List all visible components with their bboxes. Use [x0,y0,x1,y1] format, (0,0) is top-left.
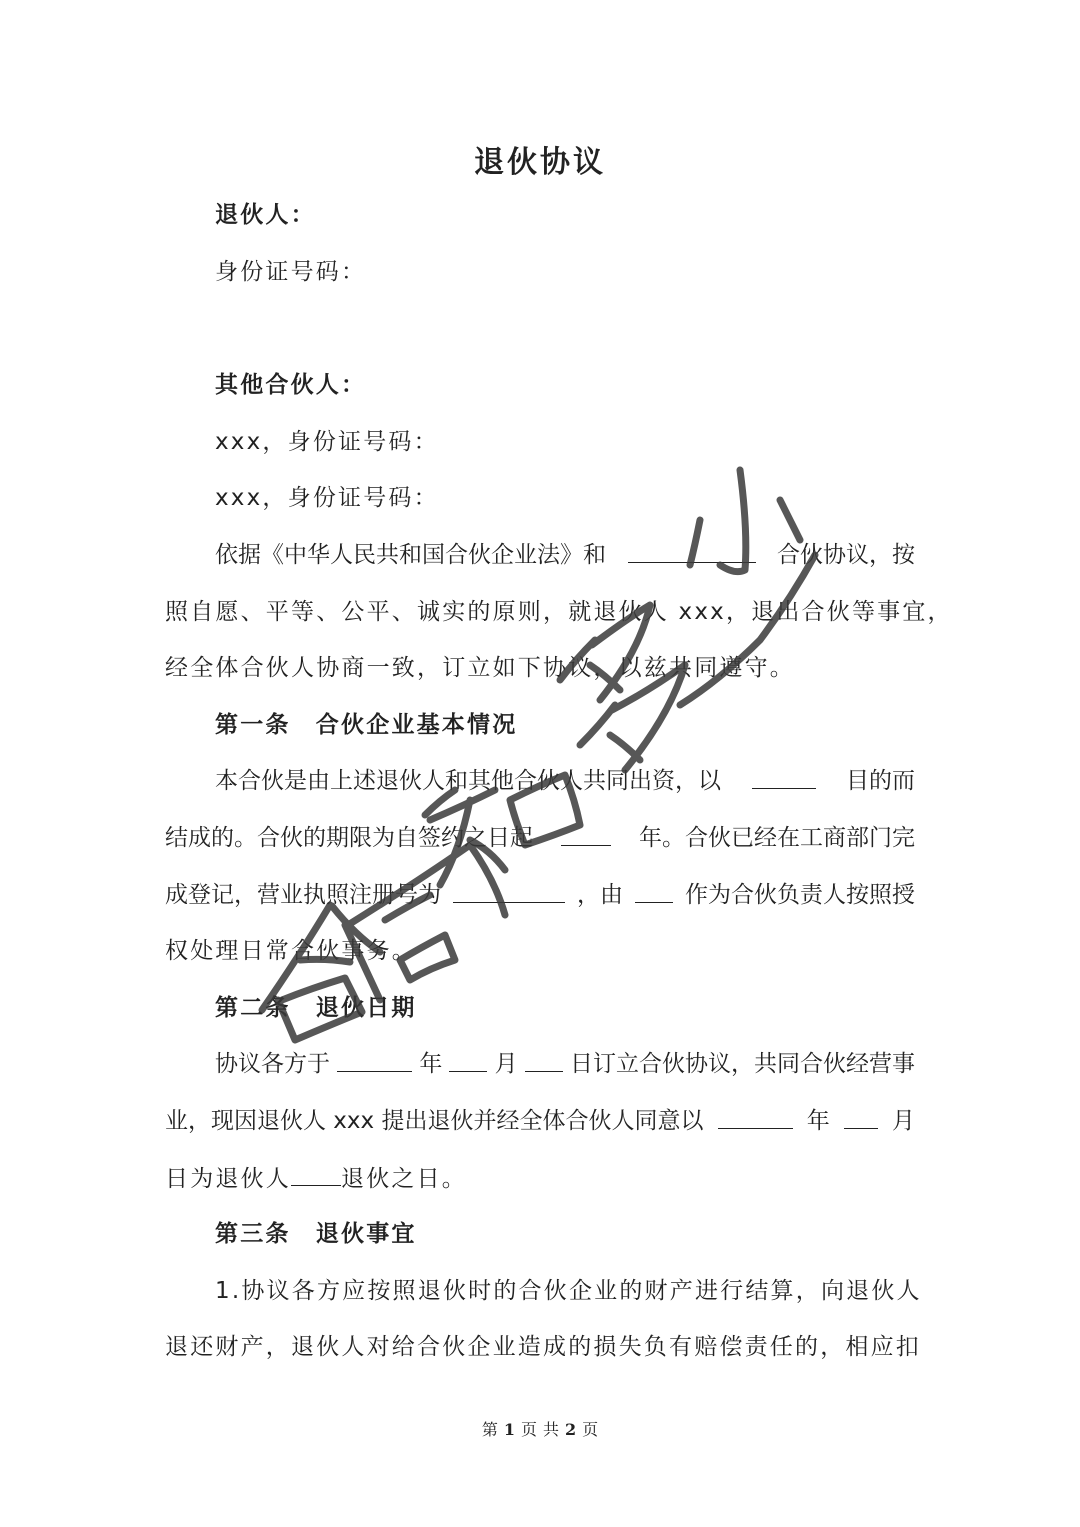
article-1-line-4: 权处理日常合伙事务。 [165,938,417,964]
preamble-line-2: 照自愿、平等、公平、诚实的原则，就退伙人 xxx，退出合伙等事宜， [165,599,953,625]
other-partner-2: xxx，身份证号码： [215,485,439,511]
article-3-heading: 第三条 退伙事宜 [215,1221,417,1247]
registration-number-blank [453,880,565,903]
article-2-text: 年 [419,1051,443,1077]
article-2-text: 退伙之日。 [341,1166,467,1192]
article-1-heading: 第一条 合伙企业基本情况 [215,712,518,738]
article-1-text: 结成的。合伙的期限为自签约之日起 [165,825,533,851]
preamble-text-b: 合伙协议，按 [777,542,915,568]
exit-partner-blank [291,1163,341,1186]
signing-day-blank [525,1049,563,1072]
article-2-text: 月 [891,1108,915,1134]
article-3-line-1: 1.协议各方应按照退伙时的合伙企业的财产进行结算，向退伙人 [215,1278,922,1304]
footer-text: 页 [520,1420,537,1439]
purpose-blank [752,766,816,789]
preamble-text-a: 依据《中华人民共和国合伙企业法》和 [215,542,606,568]
preamble-line-3: 经全体合伙人协商一致，订立如下协议，以兹共同遵守。 [165,655,795,681]
signing-year-blank [337,1049,412,1072]
article-2-text: 日订立合伙协议，共同合伙经营事 [569,1051,915,1077]
article-1-line-2 [165,823,915,853]
article-1-text: ，由 [577,882,623,908]
exit-month-blank [844,1106,878,1129]
article-2-line-1 [215,1049,915,1079]
article-1-text: 目的而 [846,768,915,794]
document-title: 退伙协议 [474,145,606,180]
article-2-text: 业，现因退伙人 xxx 提出退伙并经全体合伙人同意以 [165,1108,704,1134]
term-years-blank [561,823,611,846]
article-2-text: 年 [806,1108,830,1134]
article-1-line-3 [165,880,915,910]
total-page-number: 2 [565,1420,577,1439]
article-3-line-2: 退还财产，退伙人对给合伙企业造成的损失负有赔偿责任的，相应扣 [165,1334,921,1360]
responsible-person-blank [635,880,673,903]
article-2-line-2 [165,1106,915,1136]
agreement-name-blank [628,540,756,563]
article-1-text: 成登记，营业执照注册号为 [165,882,441,908]
page-footer [0,1417,1080,1440]
article-2-heading: 第二条 退伙日期 [215,995,417,1021]
other-partners-label: 其他合伙人： [215,372,367,398]
current-page-number: 1 [503,1420,515,1439]
retiring-id-label: 身份证号码： [215,259,367,285]
article-2-text: 月 [494,1051,518,1077]
preamble-line-1 [215,540,915,570]
footer-text: 第 [481,1420,498,1439]
article-1-line-1 [215,766,915,796]
article-1-text: 年。合伙已经在工商部门完 [639,825,915,851]
article-2-text: 协议各方于 [215,1051,330,1077]
footer-text: 页 [582,1420,599,1439]
article-2-text: 日为退伙人 [165,1166,291,1192]
footer-text: 共 [543,1420,560,1439]
other-partner-1: xxx，身份证号码： [215,429,439,455]
article-2-line-3 [165,1163,915,1194]
article-1-text: 本合伙是由上述退伙人和其他合伙人共同出资，以 [215,768,721,794]
article-1-text: 作为合伙负责人按照授 [685,882,915,908]
signing-month-blank [449,1049,487,1072]
retiring-partner-label: 退伙人： [215,202,316,228]
exit-year-blank [718,1106,793,1129]
